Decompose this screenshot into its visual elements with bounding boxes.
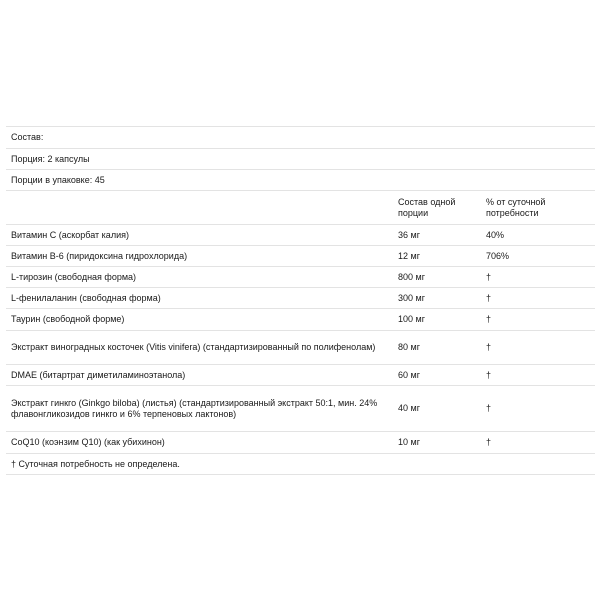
composition-label: Состав:	[11, 132, 44, 142]
ingredient-amount: 10 мг	[398, 437, 420, 447]
table-row	[6, 386, 595, 432]
ingredient-amount: 60 мг	[398, 369, 420, 380]
table-row	[6, 331, 595, 365]
ingredient-amount: 36 мг	[398, 229, 420, 240]
composition-row	[6, 127, 595, 149]
ingredient-daily-value: †	[486, 314, 492, 324]
ingredient-daily-value: †	[486, 342, 492, 352]
ingredient-name: DMAE (битартрат диметиламиноэтанола)	[11, 369, 186, 380]
ingredient-name: Экстракт виноградных косточек (Vitis vinifera) (стандартизированный по полифенолам)	[11, 342, 376, 352]
table-row	[6, 365, 595, 386]
ingredient-name: Витамин С (аскорбат калия)	[11, 229, 129, 240]
serving-size-row	[6, 149, 595, 170]
servings-per-container-row	[6, 170, 595, 191]
ingredient-amount: 300 мг	[398, 292, 425, 303]
ingredient-daily-value: 40%	[486, 229, 505, 240]
ingredient-amount: 80 мг	[398, 342, 420, 352]
ingredient-name: L-фенилаланин (свободная форма)	[11, 292, 161, 303]
ingredient-name: Витамин В-6 (пиридоксина гидрохлорида)	[11, 250, 188, 261]
footnote: † Суточная потребность не определена.	[11, 458, 180, 469]
ingredient-amount: 40 мг	[398, 403, 420, 413]
ingredient-daily-value: †	[486, 403, 492, 413]
footnote-row	[6, 454, 595, 475]
ingredient-amount: 12 мг	[398, 250, 420, 261]
table-row	[6, 288, 595, 309]
ingredient-daily-value: 706%	[486, 250, 510, 261]
table-row	[6, 246, 595, 267]
ingredient-daily-value: †	[486, 271, 492, 282]
header-name-cell	[6, 191, 393, 224]
servings-per-container: Порции в упаковке: 45	[11, 174, 105, 185]
serving-size: Порция: 2 капсулы	[11, 153, 90, 164]
ingredient-amount: 800 мг	[398, 271, 425, 282]
table-row	[6, 267, 595, 288]
header-daily-value: % от суточной потребности	[486, 196, 546, 218]
ingredient-daily-value: †	[486, 437, 492, 447]
supplement-facts-table	[6, 126, 595, 475]
header-amount: Состав одной порции	[398, 196, 456, 218]
ingredient-name: Таурин (свободной форме)	[11, 314, 125, 324]
table-header-row	[6, 191, 595, 225]
ingredient-name: CoQ10 (коэнзим Q10) (как убихинон)	[11, 437, 165, 447]
table-row	[6, 225, 595, 246]
ingredient-name: L-тирозин (свободная форма)	[11, 271, 137, 282]
ingredient-daily-value: †	[486, 292, 492, 303]
ingredient-daily-value: †	[486, 369, 492, 380]
table-row	[6, 432, 595, 454]
ingredient-amount: 100 мг	[398, 314, 425, 324]
ingredient-name: Экстракт гинкго (Ginkgo biloba) (листья) (стандартизированный экстракт 50:1, мин. 24% флавонгликозидов гинкго и 6% терпеновых лактонов)	[11, 397, 378, 419]
table-row	[6, 309, 595, 331]
